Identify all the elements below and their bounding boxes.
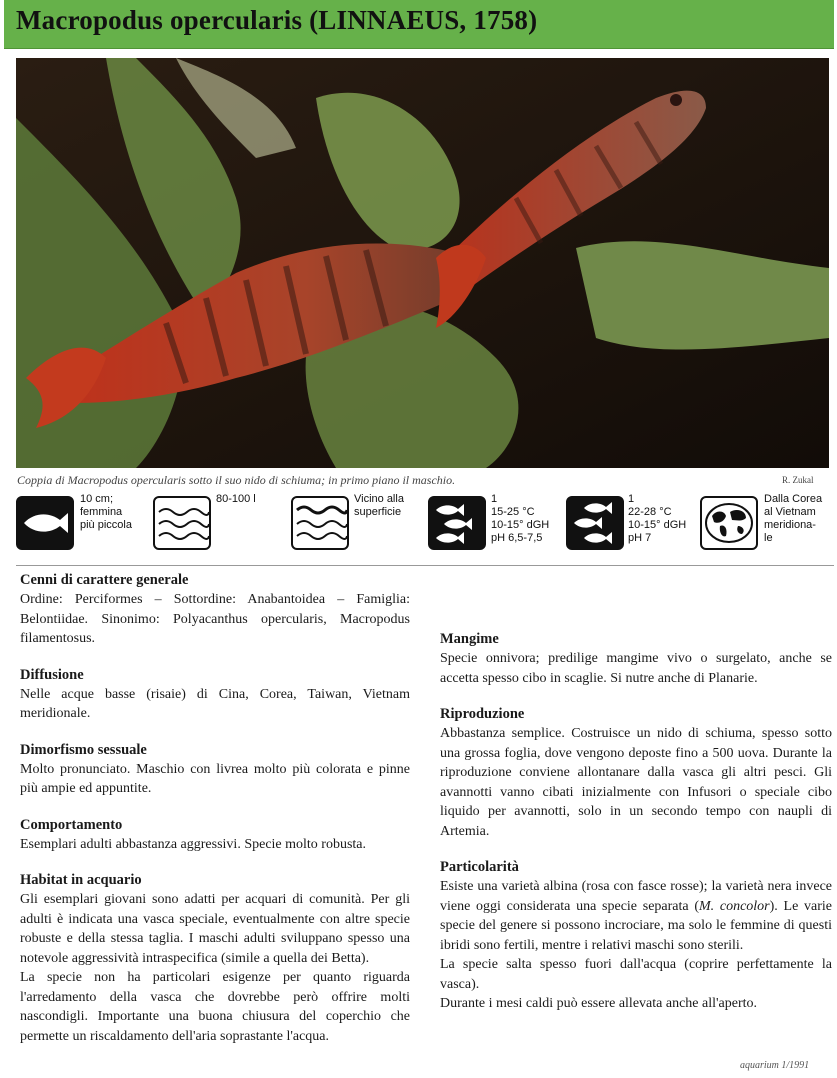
section-heading: Habitat in acquario (20, 872, 142, 888)
title-bar (4, 0, 834, 49)
section-heading: Comportamento (20, 816, 123, 833)
world-map-icon (700, 496, 758, 550)
photo-caption: Coppia di Macropodus opercularis sotto il suo nido di schiuma; in primo piano il maschio. (17, 473, 456, 487)
section-body: Molto pronunciato. Maschio con livrea molto più colorata e pinne più ampie ed appuntite. (20, 761, 410, 796)
section-habitat (20, 870, 410, 1046)
section-body (440, 877, 832, 955)
left-column (20, 570, 410, 1062)
section-heading: Diffusione (20, 666, 84, 683)
fish-photo (16, 58, 829, 468)
section-behavior (20, 815, 410, 855)
section-dimorphism (20, 740, 410, 799)
section-general (20, 570, 410, 649)
notes-species-name: M. concolor (698, 898, 770, 914)
info-icons-row (16, 492, 834, 554)
volume-text: 80-100 l (216, 493, 256, 505)
section-reproduction (440, 704, 832, 841)
page-title: Macropodus opercularis (LINNAEUS, 1758) (16, 5, 538, 35)
section-heading: Riproduzione (440, 706, 525, 722)
origin-text: Dalla Corea al Vietnam meridiona- le (764, 493, 823, 544)
section-body-continued: La specie non ha particolari esigenze per quanto riguarda l'arredamento della vasca che dovrebbe però offrire molti nascondigli. Importante una buona chiusura del coperchio che permette un riscaldamento dell'aria soprastante l'acqua. (20, 970, 410, 1044)
surface-text: Vicino alla superficie (354, 493, 404, 518)
photo-credit: R. Zukal (782, 475, 814, 485)
section-heading: Cenni di carattere generale (20, 572, 189, 588)
section-distribution (20, 665, 410, 724)
section-heading: Mangime (440, 631, 499, 647)
footer-source: aquarium 1/1991 (740, 1060, 810, 1071)
breeding-text: 1 22-28 °C 10-15° dGH pH 7 (628, 493, 687, 544)
right-column (440, 599, 832, 1030)
section-body: Specie onnivora; predilige mangime vivo o surgelato, anche se accetta spesso cibo in scaglie. Si nutre anche di Planarie. (440, 651, 832, 686)
breeding-fish-icon (566, 496, 624, 550)
section-heading: Dimorfismo sessuale (20, 741, 147, 758)
section-body: Durante i mesi caldi può essere allevata anche all'aperto. (440, 996, 757, 1011)
section-notes (440, 857, 832, 1014)
notes-text: Esiste una varietà albina (rosa con fasce rosse); la varietà nera invece viene oggi considerata una specie separata ( (440, 879, 832, 914)
section-body: La specie salta spesso fuori dall'acqua (coprire perfettamente la vasca). (440, 957, 832, 992)
section-body: Nelle acque basse (risaie) di Cina, Corea, Taiwan, Vietnam meridionale. (20, 686, 410, 721)
fish-group-icon (428, 496, 486, 550)
section-body: Gli esemplari giovani sono adatti per acquari di comunità. Per gli adulti è indicata una vasca speciale, eventualmente con altre specie robuste e della stessa taglia. I maschi adulti sviluppano spesso una notevole aggressività intraspecifica (simile a quella dei Betta). (20, 892, 410, 966)
section-body: Ordine: Perciformes – Sottordine: Anabantoidea – Famiglia: Belontiidae. Sinonimo: Polyacanthus opercularis, Macropodus filamentosus. (20, 592, 410, 646)
tank-volume-icon (153, 496, 211, 550)
keeping-text: 1 15-25 °C 10-15° dGH pH 6,5-7,5 (491, 493, 550, 544)
divider (16, 565, 834, 566)
section-body: Abbastanza semplice. Costruisce un nido di schiuma, spesso sotto una grossa foglia, dove vengono deposte fino a 500 uova. Durante la riproduzione conviene allontanare dalla vasca gli altri pesci. Gli avannotti vanno cibati inizialmente con Infusori o speciale cibo liquido per avannotti, solo in un secondo tempo con naupli di Artemia. (440, 726, 832, 839)
section-heading: Particolarità (440, 859, 519, 875)
notes-text: ). Le varie specie del genere si possono incrociare, ma solo le femmine di questi ibridi sono fertili, mentre i relativi maschi sono sterili. (440, 898, 832, 953)
fish-size-icon (16, 496, 74, 550)
section-body: Esemplari adulti abbastanza aggressivi. Specie molto robusta. (20, 836, 367, 852)
size-text: 10 cm; femmina più piccola (80, 493, 132, 531)
section-food (440, 629, 832, 688)
water-surface-icon (291, 496, 349, 550)
